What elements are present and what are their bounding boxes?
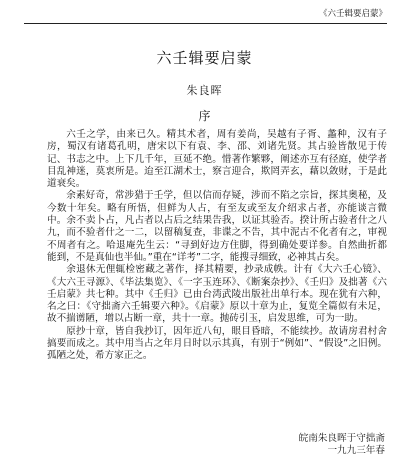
paragraph: 余素好奇，常涉猎于壬学，但以信而存疑，涉而不陷之宗旨，探其奥秘，及今数十年矣。略有所悟，但鲜为人占，有至友或至友介绍求占者，亦能谈言微中。余不卖卜占，凡占者以占后之结果告我，以证其验否。揆计所占验者什之八九，而不验者什之一二，以留稿复查，非谍之不告，其中泥古不化者有之，审视不周者有之。哈退庵先生云：“寻到好边方住脚，得到确处要详参。自然曲折都能到，不是真仙也半仙。”重在“详考”二字，能搜寻细致，必神其占矣。: [47, 190, 387, 263]
author-name: 朱良晖: [186, 84, 223, 97]
signature-block: [299, 433, 385, 458]
preface-body: [47, 129, 387, 363]
paragraph: 原抄十章，皆自我抄订，因年近八旬，眼目昏暗，不能续抄。故请房君村舍搞要而成之。其中用当占之年月日时以示其真，有别于“例如”、“假设”之旧例。孤陋之处，希方家正之。: [47, 325, 387, 362]
paragraph: 余退休无俚辄检密藏之著作，择其精要，抄录成帙。计有《大六壬心镜》、《大六王寻源》、《毕法集览》、《一字玉连环》、《断案杂抄》、《壬归》及拙著《六壬启蒙》共七种。其中《壬归》已由台湾武陵出版社出单行本。现在犹有六种，名之曰：《守拙斋六壬辑要六种》。《启蒙》原以十章为止，复览全篇似有未足，故不揣谫陋，增以占断一章，共十一章。抛砖引玉，启发思维，可为一助。: [47, 264, 387, 325]
paragraph: 六壬之学，由来已久。精其术者，周有姜尚，吴越有子胥、蠡种，汉有子房，蜀汉有诸葛孔明，唐宋以下有袁、李、邵、刘诸先贤。其占验皆散见于传记、书志之中。上下几千年，亘延不绝。惜著作繁夥，阐述亦互有径庭，使学者目乱神迷，莫衷所是。迨至江湖术士，察言迎合，欺罔弄玄，藉以敛财，于是此道衰矣。: [47, 129, 387, 190]
section-title-preface: 序: [198, 109, 211, 123]
signature-date: 一九九三年春: [327, 445, 385, 457]
running-header-title: 《六壬辑要启蒙》: [318, 9, 387, 19]
header-divider: [24, 23, 387, 24]
book-title: 六壬辑要启蒙: [156, 49, 253, 67]
signature-author-place: 皖南朱良晖于守拙斋: [298, 433, 385, 444]
